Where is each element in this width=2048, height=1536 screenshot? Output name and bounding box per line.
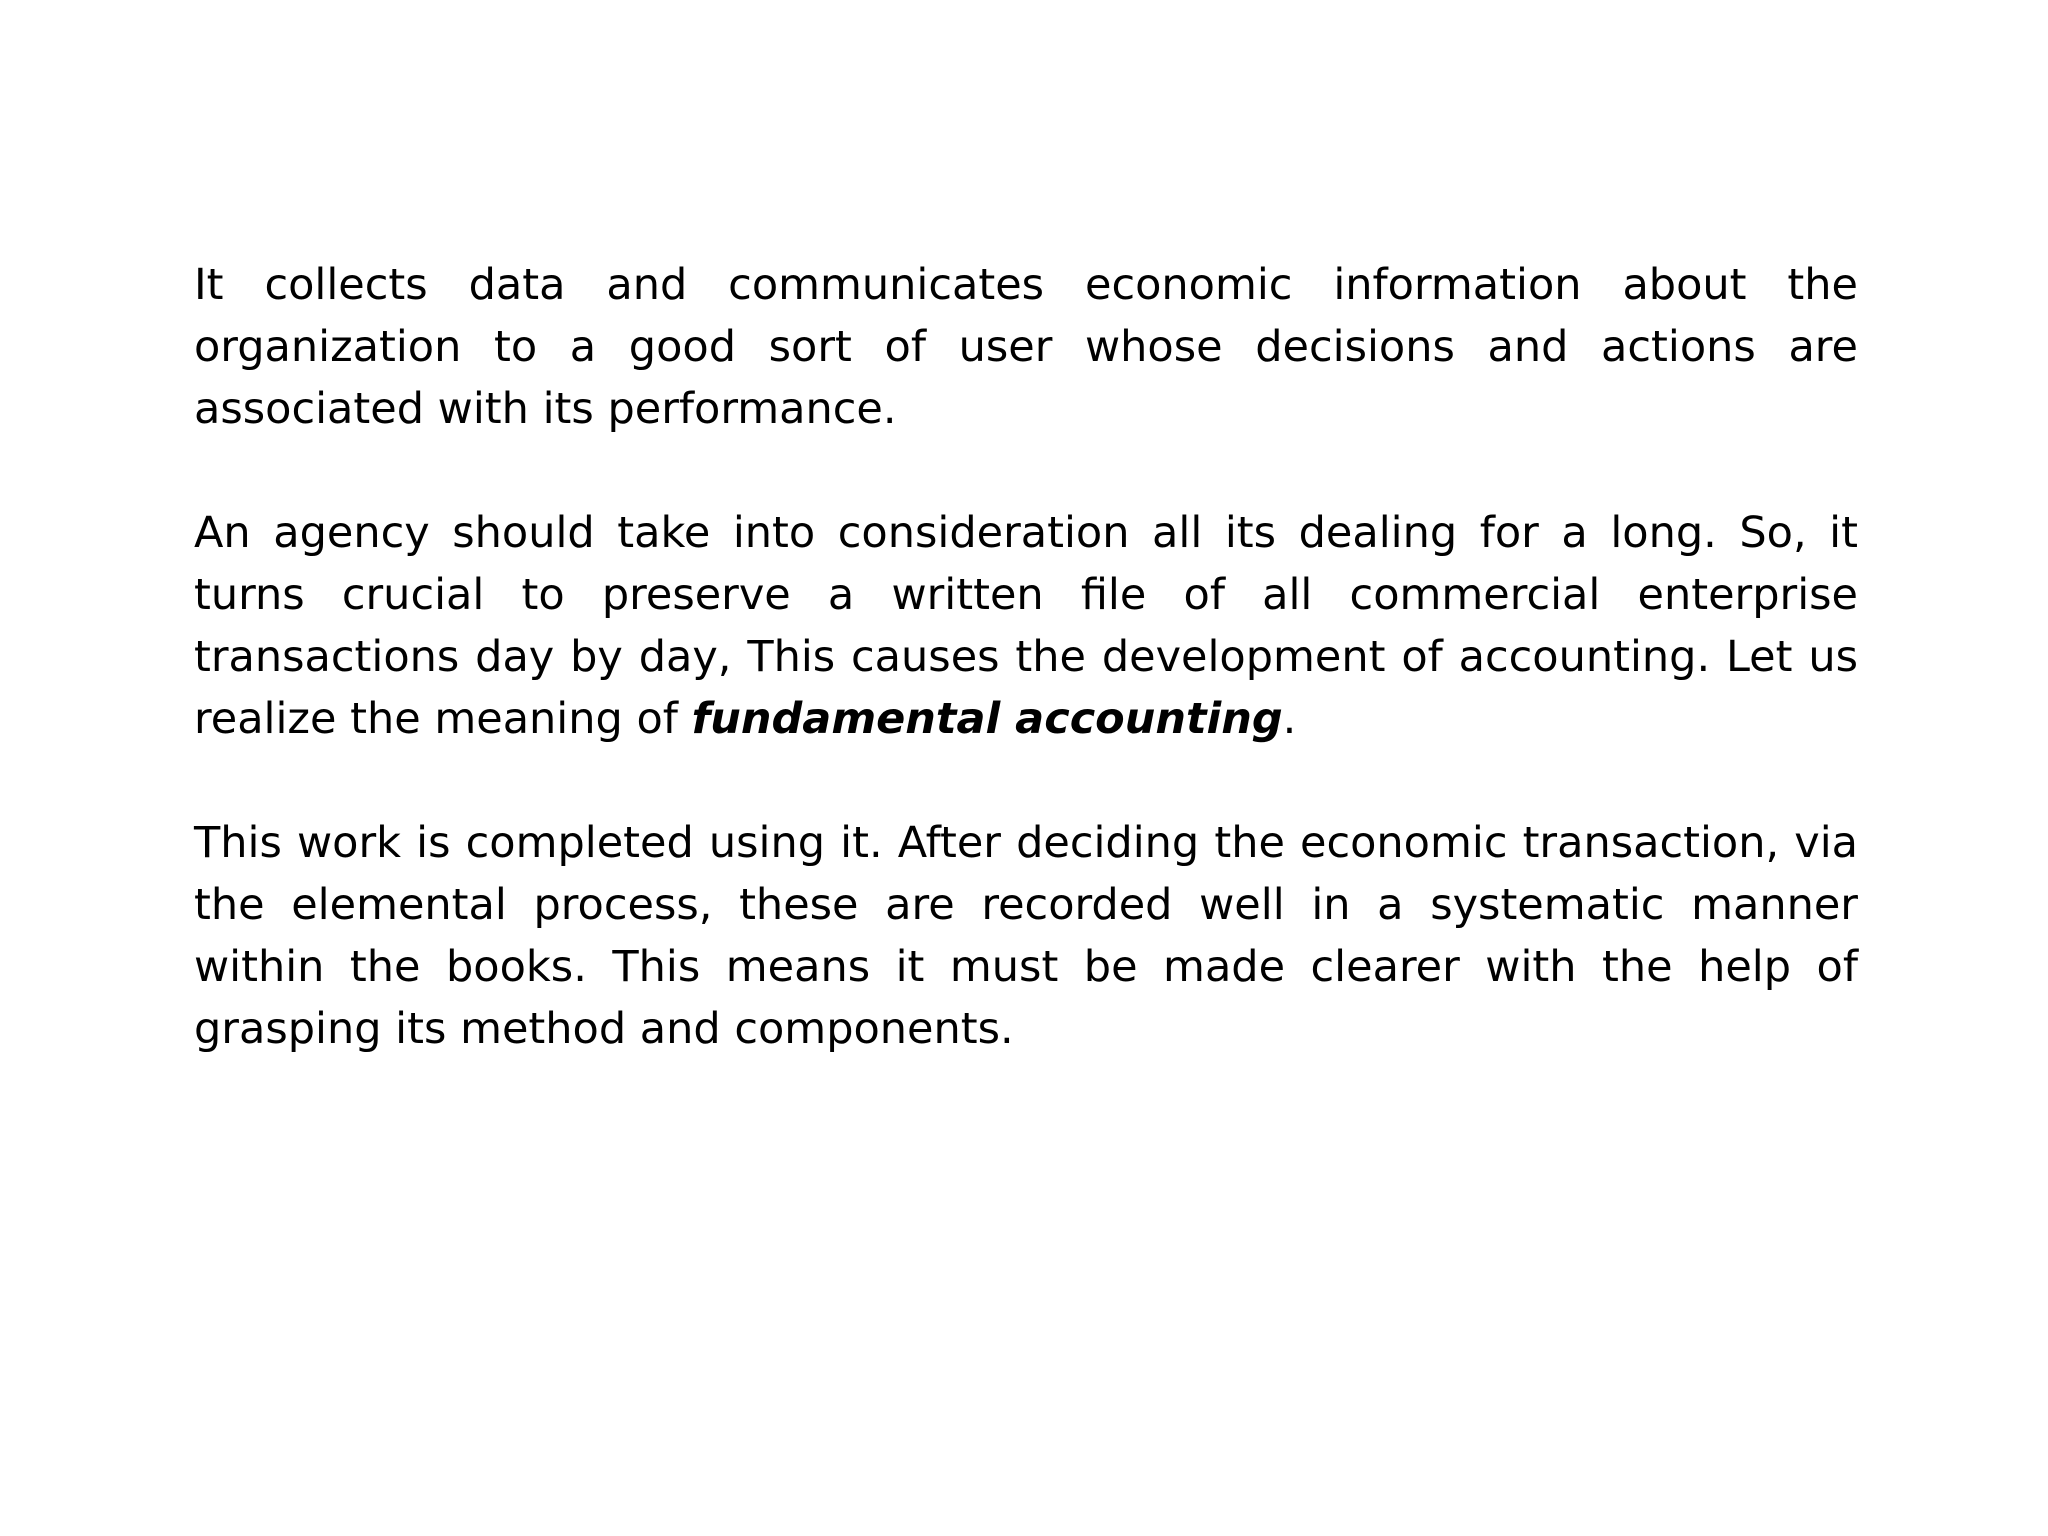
paragraph-1: It collects data and communicates economic information about the organization to a good sort of user whose decisions and actions are associated with its performance. xyxy=(194,260,1858,434)
paragraph-2-end: . xyxy=(1282,694,1297,744)
paragraph-3: This work is completed using it. After deciding the economic transaction, via the elemental process, these are recorded well in a systematic manner within the books. This means it must be made clearer with the help of grasping its method and components. xyxy=(194,818,1858,1054)
paragraph-2 xyxy=(194,502,1858,750)
paragraph-2-text: An agency should take into consideration all its dealing for a long. So, it turns crucial to preserve a written file of all commercial enterprise transactions day by day, This causes the development of accounting. Let us realize the meaning of xyxy=(194,508,1858,744)
key-term: fundamental accounting xyxy=(691,694,1283,744)
body-text xyxy=(194,254,1858,1060)
